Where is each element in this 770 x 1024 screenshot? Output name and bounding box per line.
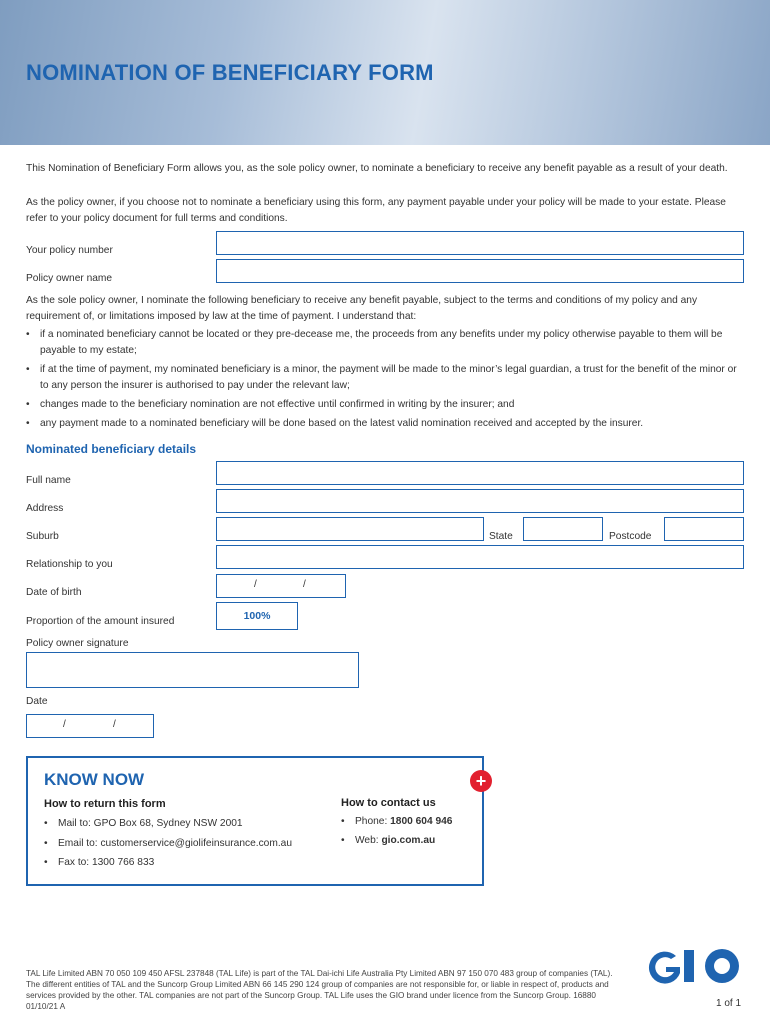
suburb-input[interactable] (216, 517, 484, 541)
web-item (341, 835, 435, 846)
signature-label: Policy owner signature (26, 638, 129, 649)
date-separator: / (113, 719, 116, 730)
list-item: • Fax to: 1300 766 833 (44, 857, 154, 868)
policy-number-input[interactable] (216, 231, 744, 255)
dob-input[interactable] (216, 574, 346, 598)
policy-owner-label: Policy owner name (26, 273, 113, 284)
web-label: Web: (355, 835, 382, 846)
dob-label: Date of birth (26, 587, 82, 598)
web-link[interactable]: gio.com.au (381, 835, 436, 846)
intro-paragraph-2: As the policy owner, if you choose not to nominate a beneficiary using this form, any payment payable under your policy will be made to your estate. Please refer to your policy document for full terms and conditions. (26, 197, 726, 224)
page-number: 1 of 1 (716, 998, 742, 1009)
date-separator: / (63, 719, 66, 730)
return-title: How to return this form (44, 798, 166, 810)
date-separator: / (254, 579, 257, 590)
postcode-input[interactable] (664, 517, 744, 541)
policy-number-label: Your policy number (26, 245, 113, 256)
full-name-label: Full name (26, 475, 71, 486)
postcode-label: Postcode (609, 531, 652, 542)
proportion-label: Proportion of the amount insured (26, 616, 175, 627)
list-item: • Mail to: GPO Box 68, Sydney NSW 2001 (44, 818, 243, 829)
page-title: NOMINATION OF BENEFICIARY FORM (26, 60, 434, 85)
gio-logo-g (649, 952, 680, 984)
gio-logo-o-inner (714, 958, 730, 974)
phone-label: Phone: (355, 816, 391, 827)
list-item: • any payment made to a nominated beneficiary will be done based on the latest valid nomination received and accepted by the insurer. (26, 416, 748, 432)
list-item: • if a nominated beneficiary cannot be located or they pre-decease me, the proceeds from any benefits under my policy otherwise payable to them will be payable to my estate; (26, 327, 748, 359)
contact-title: How to contact us (341, 797, 436, 809)
relationship-label: Relationship to you (26, 559, 113, 570)
list-item: • changes made to the beneficiary nomination are not effective until confirmed in writing by the insurer; and (26, 397, 748, 413)
list-item: • if at the time of payment, my nominated beneficiary is a minor, the payment will be made to the minor’s legal guardian, a trust for the benefit of the minor or to any person the insurer is authorised to pay under the relevant law; (26, 362, 748, 394)
date-input[interactable] (26, 714, 154, 738)
state-input[interactable] (523, 517, 603, 541)
header-banner (0, 0, 770, 145)
proportion-value[interactable]: 100% (216, 602, 298, 630)
intro-paragraph-1: This Nomination of Beneficiary Form allows you, as the sole policy owner, to nominate a beneficiary to receive any benefit payable as a result of your death. (26, 163, 728, 174)
footer-legal: TAL Life Limited ABN 70 050 109 450 AFSL 237848 (TAL Life) is part of the TAL Dai-ichi Life Australia Pty Limited ABN 97 150 070 483 group of companies (TAL). The different entities of TAL and the Suncorp Group Limited ABN 66 145 290 124 group of companies are not responsible for, or liable in respect of, products and services provided by the other. TAL companies are not part of the Suncorp Group. TAL Life uses the GIO brand under licence from the Suncorp Group. 16880 01/10/21 A (26, 969, 613, 1011)
plus-icon: + (470, 770, 492, 792)
phone-value[interactable]: 1800 604 946 (390, 816, 453, 827)
state-label: State (489, 531, 513, 542)
know-now-title: KNOW NOW (44, 770, 145, 789)
suburb-label: Suburb (26, 531, 59, 542)
date-label: Date (26, 696, 48, 707)
declaration-text: As the sole policy owner, I nominate the following beneficiary to receive any benefit payable, subject to the terms and conditions of my policy and any requirement of, or limitations imposed by law at the time of payment. I understand that: (26, 295, 698, 322)
signature-input[interactable] (26, 652, 359, 688)
date-separator: / (303, 579, 306, 590)
address-label: Address (26, 503, 64, 514)
phone-item (341, 816, 452, 827)
full-name-input[interactable] (216, 461, 744, 485)
gio-logo (646, 947, 744, 985)
section-title: Nominated beneficiary details (26, 442, 197, 456)
policy-owner-input[interactable] (216, 259, 744, 283)
relationship-input[interactable] (216, 545, 744, 569)
list-item[interactable]: • Email to: customerservice@giolifeinsurance.com.au (44, 838, 292, 849)
address-input[interactable] (216, 489, 744, 513)
gio-logo-i (684, 950, 694, 982)
know-now-panel (26, 756, 484, 886)
